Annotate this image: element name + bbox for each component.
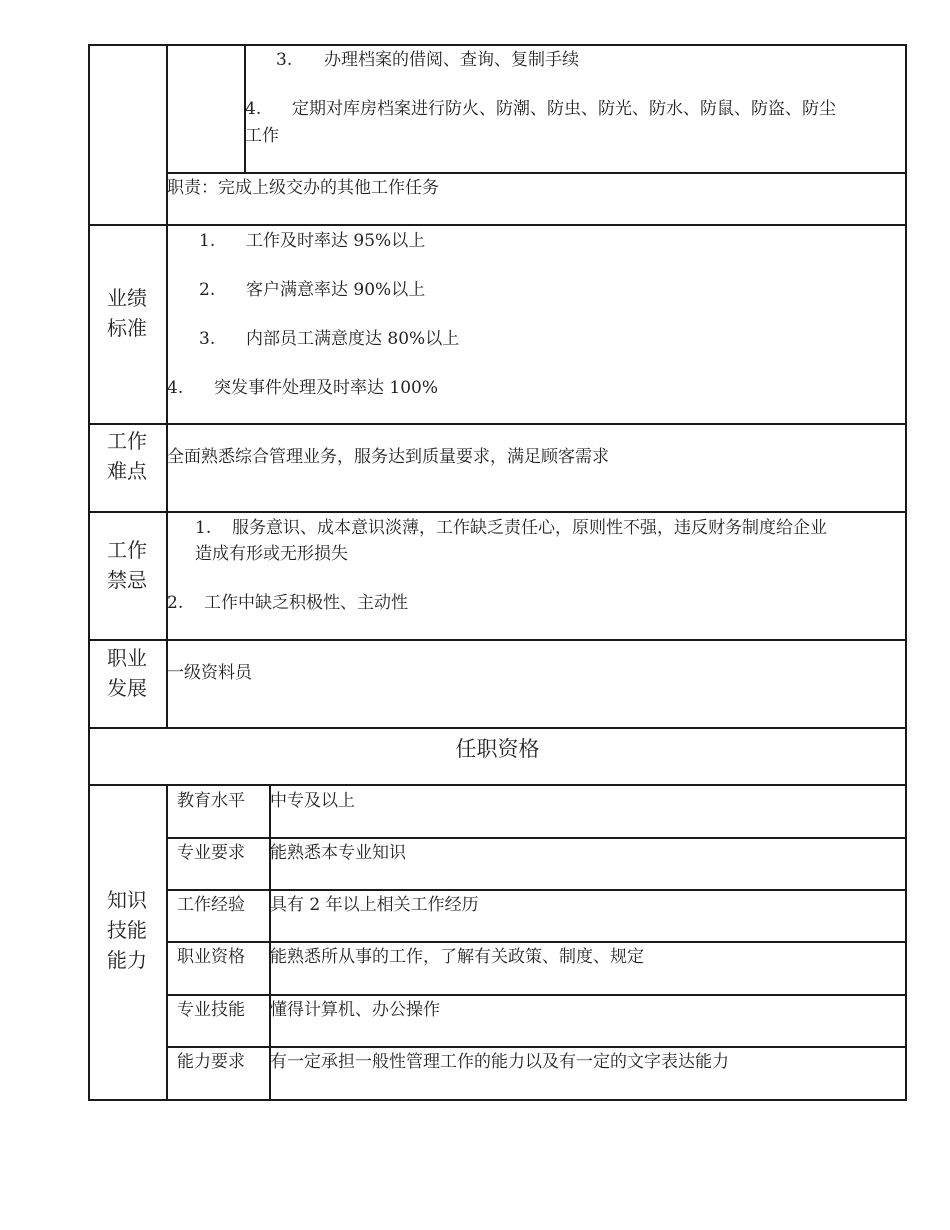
duty-item-3 <box>276 49 579 71</box>
duty-item-3-number: 3. <box>276 50 293 70</box>
duty-item-4 <box>245 98 836 120</box>
qualification-key: 专业技能 <box>177 1000 245 1020</box>
qualification-label <box>88 885 166 975</box>
performance-label <box>88 283 166 343</box>
duty-item-4-continuation: 工作 <box>245 126 279 146</box>
qualification-title: 任职资格 <box>455 737 540 761</box>
performance-item-number: 3. <box>199 329 216 349</box>
performance-item-text: 内部员工满意度达 80%以上 <box>246 329 460 349</box>
other-duty: 职责：完成上级交办的其他工作任务 <box>167 178 439 198</box>
qualification-value: 懂得计算机、办公操作 <box>270 1000 440 1020</box>
performance-item-number: 1. <box>199 231 216 251</box>
taboo-label-line2: 禁忌 <box>107 568 147 592</box>
duty-item-3-text: 办理档案的借阅、查询、复制手续 <box>324 50 579 70</box>
performance-item <box>199 279 425 301</box>
qualification-label-line2: 技能 <box>107 918 147 942</box>
taboo-item-2-number: 2. <box>167 593 184 613</box>
career-text: 一级资料员 <box>167 663 252 683</box>
taboo-item-1-continuation: 造成有形或无形损失 <box>195 544 348 564</box>
taboo-item-2 <box>167 592 408 614</box>
difficulty-label-line1: 工作 <box>107 429 147 453</box>
taboo-item-2-text: 工作中缺乏积极性、主动性 <box>204 593 408 613</box>
taboo-label-line1: 工作 <box>107 538 147 562</box>
qualification-value: 能熟悉本专业知识 <box>270 843 406 863</box>
performance-item-number: 4. <box>167 378 184 398</box>
performance-item-text: 工作及时率达 95%以上 <box>246 231 426 251</box>
difficulty-label <box>88 426 166 486</box>
performance-item <box>199 328 459 350</box>
taboo-label <box>88 535 166 595</box>
performance-item <box>199 230 425 252</box>
career-label-line2: 发展 <box>107 676 147 700</box>
taboo-item-1 <box>195 517 827 539</box>
qualification-value: 具有 2 年以上相关工作经历 <box>270 895 479 915</box>
performance-item-text: 突发事件处理及时率达 100% <box>214 378 439 398</box>
career-label <box>88 643 166 703</box>
qualification-key: 能力要求 <box>177 1052 245 1072</box>
taboo-item-1-text: 服务意识、成本意识淡薄，工作缺乏责任心，原则性不强，违反财务制度给企业 <box>232 518 827 538</box>
qualification-label-line3: 能力 <box>107 948 147 972</box>
difficulty-label-line2: 难点 <box>107 459 147 483</box>
qualification-key: 专业要求 <box>177 843 245 863</box>
qualification-value: 中专及以上 <box>270 791 355 811</box>
qualification-key: 工作经验 <box>177 895 245 915</box>
qualification-label-line1: 知识 <box>107 888 147 912</box>
taboo-item-1-number: 1. <box>195 518 212 538</box>
career-label-line1: 职业 <box>107 646 147 670</box>
qualification-value: 能熟悉所从事的工作，了解有关政策、制度、规定 <box>270 947 644 967</box>
difficulty-text: 全面熟悉综合管理业务，服务达到质量要求，满足顾客需求 <box>167 447 609 467</box>
qualification-key: 教育水平 <box>177 791 245 811</box>
duty-item-4-number: 4. <box>245 99 262 119</box>
qualification-value: 有一定承担一般性管理工作的能力以及有一定的文字表达能力 <box>270 1052 729 1072</box>
performance-item-number: 2. <box>199 280 216 300</box>
performance-label-line1: 业绩 <box>107 286 147 310</box>
duty-item-4-text: 定期对库房档案进行防火、防潮、防虫、防光、防水、防鼠、防盗、防尘 <box>292 99 836 119</box>
performance-item-text: 客户满意率达 90%以上 <box>246 280 426 300</box>
performance-label-line2: 标准 <box>107 316 147 340</box>
qualification-key: 职业资格 <box>177 947 245 967</box>
performance-item <box>167 377 438 399</box>
